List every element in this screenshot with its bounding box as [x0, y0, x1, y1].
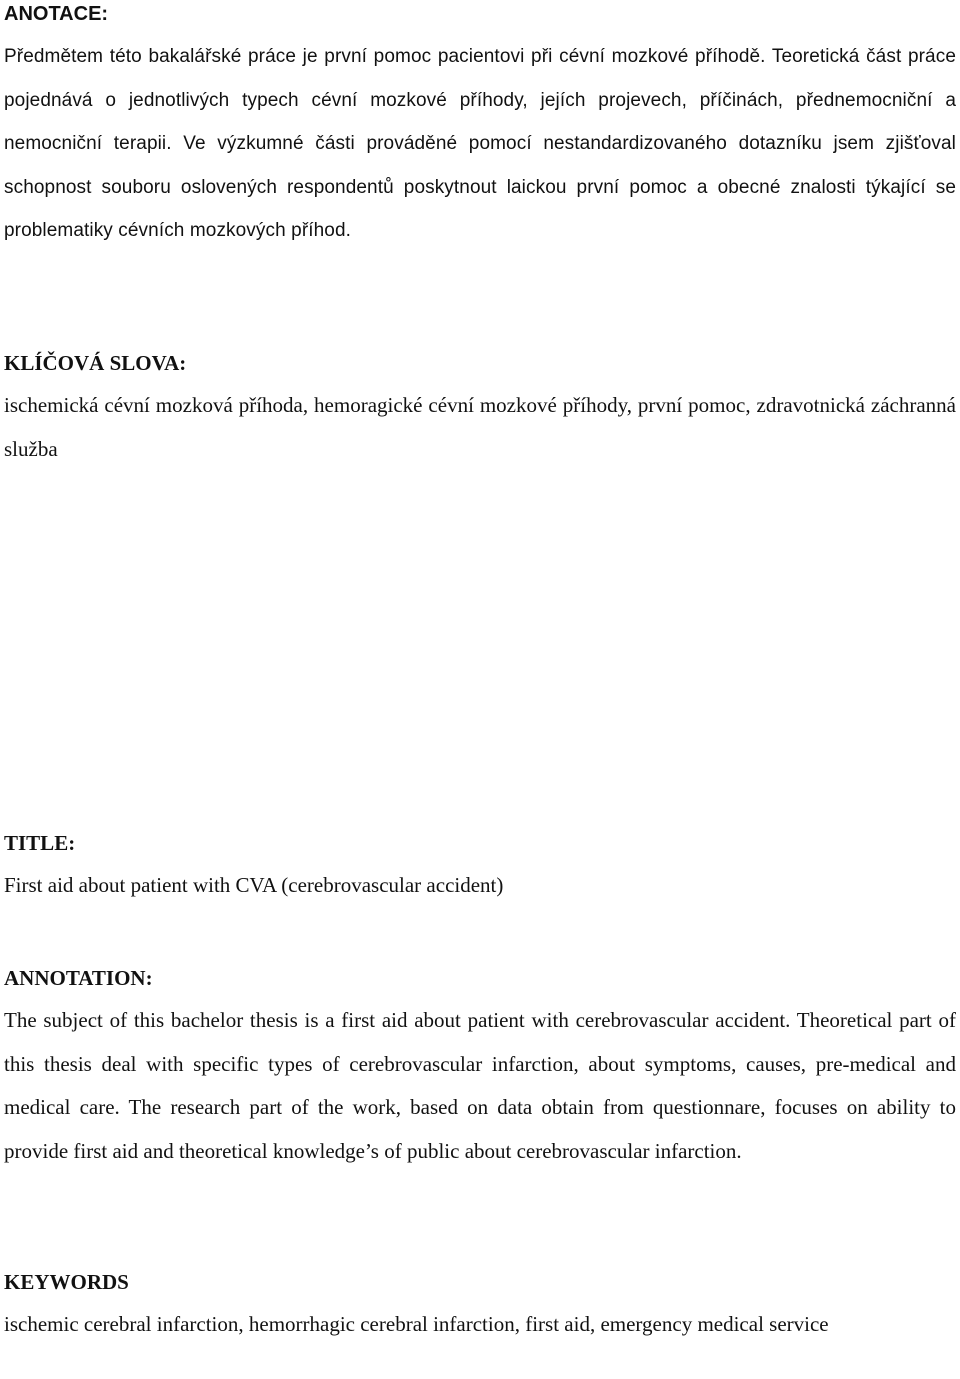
title-text: First aid about patient with CVA (cerebrovascular accident) [4, 873, 504, 897]
anotace-heading: ANOTACE: [4, 3, 109, 25]
keywords-section [4, 1268, 956, 1347]
title-section [4, 829, 956, 908]
keywords-heading: KEYWORDS [4, 1270, 129, 1294]
annotation-heading: ANNOTATION: [4, 966, 153, 990]
title-heading: TITLE: [4, 831, 76, 855]
klicova-slova-section [4, 349, 956, 471]
anotace-text: Předmětem této bakalářské práce je první pomoc pacientovi při cévní mozkové příhodě. Teoretická část práce pojednává o jednotlivých typech cévní mozkové příhody, jejích projevech, příčinách, přednemocniční a nemocniční terapii. Ve výzkumné části prováděné pomocí nestandardizovaného dotazníku jsem zjišťoval schopnost souboru oslovených respondentů poskytnout laickou první pomoc a obecné znalosti týkající se problematiky cévních mozkových příhod. [4, 46, 956, 241]
annotation-section [4, 964, 956, 1173]
annotation-text: The subject of this bachelor thesis is a first aid about patient with cerebrovascular accident. Theoretical part of this thesis deal with specific types of cerebrovascular infarction, about symptoms, causes, pre-medical and medical care. The research part of the work, based on data obtain from questionnare, focuses on ability to provide first aid and theoretical knowledge’s of public about cerebrovascular infarction. [4, 1008, 956, 1163]
keywords-text: ischemic cerebral infarction, hemorrhagic cerebral infarction, first aid, emergency medical service [4, 1312, 829, 1336]
klicova-slova-text: ischemická cévní mozková příhoda, hemoragické cévní mozkové příhody, první pomoc, zdravotnická záchranná služba [4, 393, 956, 461]
anotace-section [4, 0, 956, 253]
klicova-slova-heading: KLÍČOVÁ SLOVA: [4, 351, 187, 375]
